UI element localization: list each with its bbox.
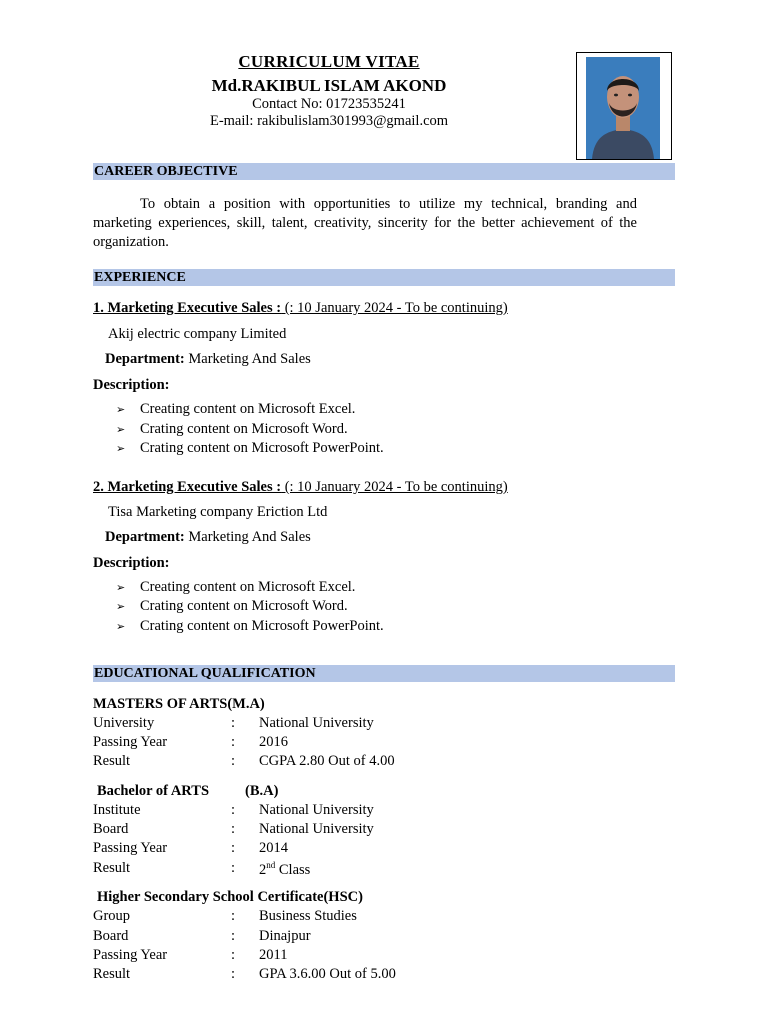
hsc-group-label: Group bbox=[93, 908, 131, 924]
contact-number: Contact No: 01723535241 bbox=[252, 96, 406, 112]
job-2-department bbox=[105, 529, 311, 546]
bachelor-result-colon: : bbox=[231, 860, 236, 876]
hsc-title: Higher Secondary School Certificate(HSC) bbox=[97, 889, 363, 905]
hsc-year-value: 2011 bbox=[259, 947, 288, 963]
hsc-year-colon: : bbox=[231, 947, 236, 963]
bachelor-result-value: 2nd Class bbox=[259, 860, 311, 878]
job-2-company: Tisa Marketing company Eriction Ltd bbox=[108, 504, 328, 520]
job-1-dates: (: 10 January 2024 - To be continuing) bbox=[281, 300, 508, 316]
bachelor-title: Bachelor of ARTS bbox=[97, 783, 210, 799]
arrow-bullet-icon: ➢ bbox=[116, 601, 126, 613]
masters-university-colon: : bbox=[231, 715, 236, 731]
masters-result-colon: : bbox=[231, 753, 236, 769]
arrow-bullet-icon: ➢ bbox=[116, 424, 126, 436]
masters-year-value: 2016 bbox=[259, 734, 288, 750]
bachelor-institute-label: Institute bbox=[93, 802, 141, 818]
bachelor-board-colon: : bbox=[231, 821, 236, 837]
hsc-year-label: Passing Year bbox=[93, 947, 168, 963]
job-2-title: 2. Marketing Executive Sales : bbox=[93, 479, 282, 495]
job-1-department bbox=[105, 351, 311, 368]
bachelor-result-label: Result bbox=[93, 860, 131, 876]
masters-result-value: CGPA 2.80 Out of 4.00 bbox=[259, 753, 395, 769]
bachelor-institute-colon: : bbox=[231, 802, 236, 818]
job-1-company: Akij electric company Limited bbox=[108, 326, 287, 342]
hsc-board-colon: : bbox=[231, 928, 236, 944]
job-1-department-label: Department: bbox=[105, 351, 185, 367]
hsc-result-value: GPA 3.6.00 Out of 5.00 bbox=[259, 966, 396, 982]
arrow-bullet-icon: ➢ bbox=[116, 404, 126, 416]
profile-photo-frame bbox=[576, 52, 672, 160]
bachelor-abbr: (B.A) bbox=[245, 783, 279, 799]
bachelor-board-label: Board bbox=[93, 821, 129, 837]
job-1-department-value: Marketing And Sales bbox=[184, 351, 311, 367]
job-1-description-label: Description: bbox=[93, 377, 170, 393]
arrow-bullet-icon: ➢ bbox=[116, 621, 126, 633]
masters-title: MASTERS OF ARTS(M.A) bbox=[93, 696, 265, 712]
masters-university-label: University bbox=[93, 715, 155, 731]
job-2-bullet-1: ➢ Creating content on Microsoft Excel. bbox=[116, 579, 356, 595]
hsc-board-label: Board bbox=[93, 928, 129, 944]
masters-year-label: Passing Year bbox=[93, 734, 168, 750]
bachelor-year-value: 2014 bbox=[259, 840, 288, 856]
education-heading: EDUCATIONAL QUALIFICATION bbox=[93, 665, 675, 682]
arrow-bullet-icon: ➢ bbox=[116, 443, 126, 455]
job-2-dates: (: 10 January 2024 - To be continuing) bbox=[281, 479, 508, 495]
masters-result-label: Result bbox=[93, 753, 131, 769]
career-objective-text: To obtain a position with opportunities to utilize my technical, branding and marketing experiences, skill, talent, creativity, sincerity for the better achievement of the organization. bbox=[93, 196, 637, 250]
bachelor-institute-value: National University bbox=[259, 802, 374, 818]
job-2-department-label: Department: bbox=[105, 529, 185, 545]
bachelor-year-label: Passing Year bbox=[93, 840, 168, 856]
job-1-title: 1. Marketing Executive Sales : bbox=[93, 300, 282, 316]
job-2-bullet-3: ➢ Crating content on Microsoft PowerPoint. bbox=[116, 618, 384, 634]
job-2-header bbox=[93, 479, 508, 496]
hsc-board-value: Dinajpur bbox=[259, 928, 311, 944]
job-1-header bbox=[93, 300, 508, 317]
hsc-group-colon: : bbox=[231, 908, 236, 924]
bachelor-board-value: National University bbox=[259, 821, 374, 837]
hsc-group-value: Business Studies bbox=[259, 908, 357, 924]
bachelor-year-colon: : bbox=[231, 840, 236, 856]
job-2-description-label: Description: bbox=[93, 555, 170, 571]
cv-title: CURRICULUM VITAE bbox=[238, 52, 420, 71]
experience-heading: EXPERIENCE bbox=[93, 269, 675, 286]
career-objective-heading: CAREER OBJECTIVE bbox=[93, 163, 675, 180]
hsc-result-label: Result bbox=[93, 966, 131, 982]
arrow-bullet-icon: ➢ bbox=[116, 582, 126, 594]
job-1-bullet-1: ➢ Creating content on Microsoft Excel. bbox=[116, 401, 356, 417]
hsc-result-colon: : bbox=[231, 966, 236, 982]
job-1-bullet-3: ➢ Crating content on Microsoft PowerPoint. bbox=[116, 440, 384, 456]
job-2-bullet-2: ➢ Crating content on Microsoft Word. bbox=[116, 598, 348, 614]
job-1-bullet-2: ➢ Crating content on Microsoft Word. bbox=[116, 421, 348, 437]
masters-year-colon: : bbox=[231, 734, 236, 750]
job-2-department-value: Marketing And Sales bbox=[184, 529, 311, 545]
candidate-name: Md.RAKIBUL ISLAM AKOND bbox=[211, 76, 447, 95]
person-portrait-icon bbox=[586, 57, 660, 159]
profile-photo bbox=[586, 57, 660, 159]
masters-university-value: National University bbox=[259, 715, 374, 731]
email-address: E-mail: rakibulislam301993@gmail.com bbox=[209, 113, 449, 129]
